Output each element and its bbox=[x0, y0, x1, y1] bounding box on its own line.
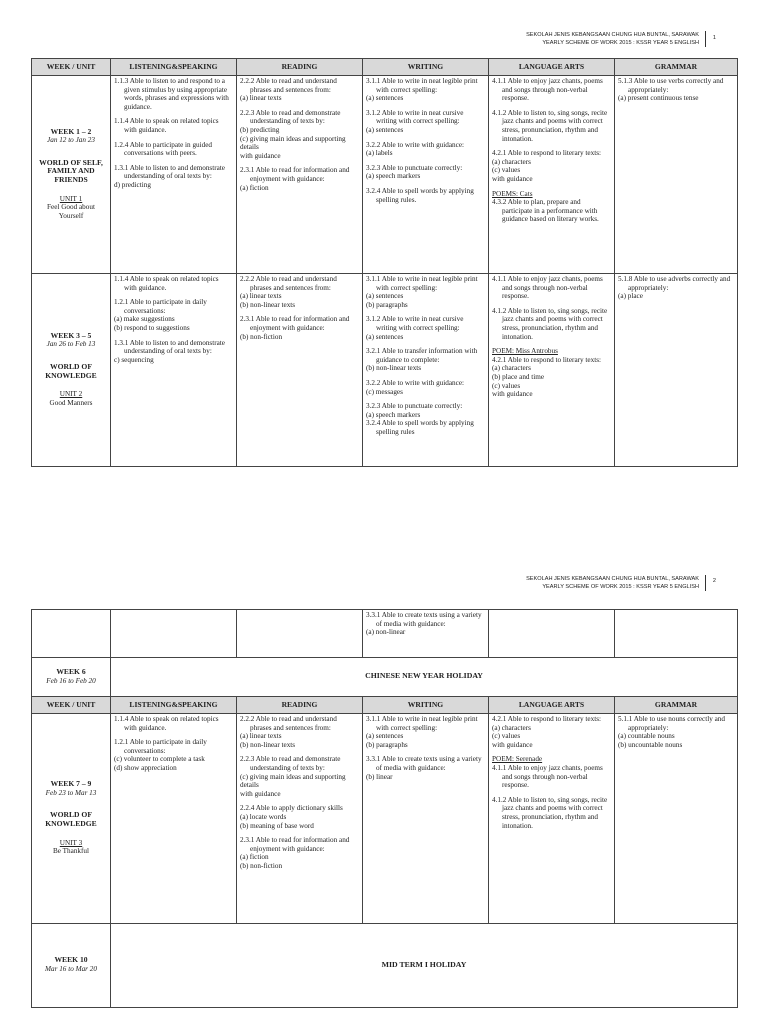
writing-cell bbox=[363, 714, 489, 924]
scheme-table-2 bbox=[31, 609, 738, 1008]
cell-line: (a) place bbox=[618, 292, 643, 301]
cell-line: 3.2.2 Able to write with guidance: bbox=[366, 140, 465, 149]
week-label: WEEK 6 bbox=[56, 666, 86, 676]
cell-line: 2.2.2 Able to read and understand phrases and sentences from: bbox=[240, 715, 337, 732]
cell-line: 3.1.2 Able to write in neat cursive writing with correct spelling: bbox=[366, 315, 464, 332]
cell-line: (c) messages bbox=[366, 387, 403, 396]
cell-line: (b) non-linear texts bbox=[240, 300, 296, 309]
cell-line: 3.3.1 Able to create texts using a variety of media with guidance: bbox=[366, 611, 482, 628]
cell-line: POEM: Miss Antrobus bbox=[492, 347, 558, 356]
cell-line: 2.2.3 Able to read and demonstrate understanding of texts by: bbox=[240, 108, 341, 126]
col-language-arts: LANGUAGE ARTS bbox=[489, 697, 615, 714]
cell-line: 4.2.1 Able to respond to literary texts: bbox=[492, 149, 601, 158]
table-row bbox=[32, 610, 738, 658]
cell-line: 4.2.1 Able to respond to literary texts: bbox=[492, 715, 601, 723]
cell-line: (a) linear texts bbox=[240, 292, 282, 301]
holiday-row bbox=[32, 658, 738, 697]
cell-line: 1.1.4 Able to speak on related topics with guidance. bbox=[114, 275, 219, 292]
week-label: WEEK 3 – 5 bbox=[50, 330, 92, 340]
cell-line: 3.1.1 Able to write in neat legible print with correct spelling: bbox=[366, 715, 478, 732]
cell-line: (a) fiction bbox=[240, 183, 269, 192]
week-label: WEEK 1 – 2 bbox=[50, 126, 92, 136]
cell-line: (a) non-linear bbox=[366, 628, 406, 637]
cell-line: 4.1.1 Able to enjoy jazz chants, poems and songs through non-verbal response. bbox=[492, 763, 603, 790]
language-arts-cell bbox=[489, 714, 615, 924]
cell-line: (a) characters bbox=[492, 157, 531, 166]
cell-line: 2.2.4 Able to apply dictionary skills bbox=[240, 804, 343, 813]
cell-line: (b) paragraphs bbox=[366, 300, 408, 309]
col-grammar: GRAMMAR bbox=[615, 59, 738, 76]
cell-line: 2.2.3 Able to read and demonstrate understanding of texts by: bbox=[240, 755, 341, 772]
holiday-row bbox=[32, 924, 738, 1008]
cell-line: (a) speech markers bbox=[366, 172, 421, 181]
week-dates: Jan 26 to Feb 13 bbox=[46, 340, 96, 349]
cell-line: 2.2.2 Able to read and understand phrases and sentences from: bbox=[240, 275, 337, 292]
cell-line: 3.2.4 Able to spell words by applying spelling rules bbox=[366, 419, 474, 436]
cell-line: (c) giving main ideas and supporting details bbox=[240, 772, 346, 790]
week-label: WEEK 10 bbox=[54, 955, 88, 965]
theme-label: WORLD OF KNOWLEDGE bbox=[45, 810, 97, 828]
school-name: SEKOLAH JENIS KEBANGSAAN CHUNG HUA BUNTAL, SARAWAK bbox=[526, 576, 699, 582]
page-number: 1 bbox=[712, 35, 716, 41]
cell-line: (a) present continuous tense bbox=[618, 94, 699, 103]
week-cell bbox=[32, 714, 111, 924]
cell-line: (c) values bbox=[492, 381, 521, 390]
cell-line: (b) place and time bbox=[492, 372, 545, 381]
col-reading: READING bbox=[237, 697, 363, 714]
cell-line: 4.1.1 Able to enjoy jazz chants, poems and songs through non-verbal response. bbox=[492, 275, 603, 301]
language-arts-cell bbox=[489, 610, 615, 658]
unit-label: UNIT 1 bbox=[59, 194, 83, 203]
unit-label: UNIT 3 bbox=[59, 838, 83, 847]
cell-line: 2.3.1 Able to read for information and enjoyment with guidance: bbox=[240, 315, 350, 332]
cell-line: POEM: Serenade bbox=[492, 755, 543, 764]
cell-line: (a) sentences bbox=[366, 94, 404, 103]
cell-line: c) sequencing bbox=[114, 355, 154, 364]
week-dates: Mar 16 to Mar 20 bbox=[45, 965, 97, 973]
cell-line: 3.2.1 Able to transfer information with guidance to complete: bbox=[366, 347, 478, 364]
reading-cell bbox=[237, 610, 363, 658]
grammar-cell bbox=[615, 610, 738, 658]
cell-line: (b) predicting bbox=[240, 125, 280, 134]
cell-line: 3.2.4 Able to spell words by applying spelling rules. bbox=[366, 186, 474, 204]
cell-line: 4.1.2 Able to listen to, sing songs, recite jazz chants and poems with correct stress, pronunciation, rhythm and intonation. bbox=[492, 306, 608, 341]
week-cell bbox=[32, 924, 111, 1008]
cell-line: 1.3.1 Able to listen to and demonstrate understanding of oral texts by: bbox=[114, 338, 225, 356]
col-writing: WRITING bbox=[363, 59, 489, 76]
cell-line: 1.1.4 Able to speak on related topics with guidance. bbox=[114, 117, 219, 134]
cell-line: (b) respond to suggestions bbox=[114, 323, 190, 332]
cell-line: 3.2.2 Able to write with guidance: bbox=[366, 378, 465, 387]
week-dates: Feb 16 to Feb 20 bbox=[46, 676, 96, 685]
week-cell bbox=[32, 658, 111, 697]
cell-line: 2.3.1 Able to read for information and enjoyment with guidance: bbox=[240, 166, 350, 183]
col-listening-speaking: LISTENING&SPEAKING bbox=[111, 59, 237, 76]
cell-line: 1.2.4 Able to participate in guided conversations with peers. bbox=[114, 140, 213, 158]
col-reading: READING bbox=[237, 59, 363, 76]
cell-line: 4.3.2 Able to plan, prepare and participate in a performance with guidance based on literary works. bbox=[492, 198, 599, 224]
col-language-arts: LANGUAGE ARTS bbox=[489, 59, 615, 76]
cell-line: 1.1.4 Able to speak on related topics with guidance. bbox=[114, 715, 219, 732]
cell-line: (c) giving main ideas and supporting details bbox=[240, 134, 346, 152]
holiday-label: MID TERM I HOLIDAY bbox=[111, 924, 738, 1008]
cell-line: 3.1.2 Able to write in neat cursive writing with correct spelling: bbox=[366, 108, 464, 126]
cell-line: POEMS: Cats bbox=[492, 189, 533, 198]
week-dates: Jan 12 to Jan 23 bbox=[47, 136, 95, 145]
cell-line: (a) countable nouns bbox=[618, 732, 675, 741]
col-grammar: GRAMMAR bbox=[615, 697, 738, 714]
cell-line: 3.2.3 Able to punctuate correctly: bbox=[366, 402, 463, 411]
header-row bbox=[32, 697, 738, 714]
reading-cell bbox=[237, 714, 363, 924]
holiday-label: CHINESE NEW YEAR HOLIDAY bbox=[111, 658, 738, 697]
listening-speaking-cell bbox=[111, 610, 237, 658]
cell-line: with guidance bbox=[492, 740, 533, 749]
cell-line: 3.3.1 Able to create texts using a variety of media with guidance: bbox=[366, 755, 482, 772]
cell-line: (b) uncountable nouns bbox=[618, 740, 683, 749]
school-name: SEKOLAH JENIS KEBANGSAAN CHUNG HUA BUNTAL, SARAWAK bbox=[526, 32, 699, 38]
cell-line: 1.2.1 Able to participate in daily conversations: bbox=[114, 298, 207, 315]
cell-line: (b) non-fiction bbox=[240, 332, 283, 341]
cell-line: 1.1.3 Able to listen to and respond to a given stimulus by using appropriate words, phrases and expressions with guidance. bbox=[114, 77, 229, 111]
cell-line: 5.1.3 Able to use verbs correctly and appropriately: bbox=[618, 77, 724, 94]
unit-title: Be Thankful bbox=[53, 847, 89, 856]
cell-line: d) predicting bbox=[114, 180, 151, 189]
cell-line: 5.1.1 Able to use nouns correctly and appropriately: bbox=[618, 715, 725, 732]
cell-line: with guidance bbox=[492, 174, 533, 183]
listening-speaking-cell bbox=[111, 714, 237, 924]
cell-line: 4.1.1 Able to enjoy jazz chants, poems and songs through non-verbal response. bbox=[492, 77, 603, 103]
cell-line: 4.1.2 Able to listen to, sing songs, recite jazz chants and poems with correct stress, pronunciation, rhythm and intonation. bbox=[492, 108, 608, 143]
unit-label: UNIT 2 bbox=[59, 390, 83, 399]
col-week-unit: WEEK / UNIT bbox=[32, 59, 111, 76]
cell-line: 5.1.8 Able to use adverbs correctly and appropriately: bbox=[618, 275, 731, 292]
cell-line: (c) volunteer to complete a task bbox=[114, 755, 205, 764]
cell-line: 3.1.1 Able to write in neat legible print with correct spelling: bbox=[366, 275, 478, 292]
col-week-unit: WEEK / UNIT bbox=[32, 697, 111, 714]
cell-line: (a) characters bbox=[492, 723, 531, 732]
cell-line: (a) sentences bbox=[366, 125, 404, 134]
col-writing: WRITING bbox=[363, 697, 489, 714]
cell-line: (a) sentences bbox=[366, 732, 404, 741]
cell-line: 2.2.2 Able to read and understand phrases and sentences from: bbox=[240, 77, 337, 94]
unit-title: Good Manners bbox=[49, 398, 93, 407]
cell-line: (a) locate words bbox=[240, 812, 287, 821]
cell-line: 4.1.2 Able to listen to, sing songs, recite jazz chants and poems with correct stress, pronunciation, rhythm and intonation. bbox=[492, 795, 608, 830]
cell-line: (a) make suggestions bbox=[114, 315, 175, 324]
col-listening-speaking: LISTENING&SPEAKING bbox=[111, 697, 237, 714]
cell-line: with guidance bbox=[492, 390, 533, 399]
cell-line: (a) speech markers bbox=[366, 410, 421, 419]
cell-line: (b) meaning of base word bbox=[240, 821, 314, 830]
cell-line: (a) labels bbox=[366, 149, 393, 158]
cell-line: (a) linear texts bbox=[240, 94, 282, 103]
cell-line: (a) sentences bbox=[366, 332, 404, 341]
cell-line: 1.3.1 Able to listen to and demonstrate understanding of oral texts by: bbox=[114, 163, 225, 181]
cell-line: (b) linear bbox=[366, 772, 393, 781]
grammar-cell bbox=[615, 714, 738, 924]
theme-label: WORLD OF SELF, FAMILY AND FRIENDS bbox=[39, 157, 103, 184]
scheme-title: YEARLY SCHEME OF WORK 2015 : KSSR YEAR 5 ENGLISH bbox=[542, 584, 699, 590]
cell-line: (a) characters bbox=[492, 364, 531, 373]
unit-title: Feel Good about Yourself bbox=[47, 203, 95, 220]
cell-line: with guidance bbox=[240, 789, 281, 798]
cell-line: 3.1.1 Able to write in neat legible print with correct spelling: bbox=[366, 77, 478, 94]
cell-line: (c) values bbox=[492, 166, 521, 175]
theme-label: WORLD OF KNOWLEDGE bbox=[45, 361, 97, 380]
cell-line: (a) linear texts bbox=[240, 732, 282, 741]
cell-line: (d) show appreciation bbox=[114, 763, 177, 772]
cell-line: (b) paragraphs bbox=[366, 740, 408, 749]
writing-cell bbox=[363, 610, 489, 658]
cell-line: (a) sentences bbox=[366, 292, 404, 301]
table-row bbox=[32, 714, 738, 924]
cell-line: (b) non-linear texts bbox=[240, 740, 296, 749]
week-label: WEEK 7 – 9 bbox=[50, 779, 92, 789]
week-dates: Feb 23 to Mar 13 bbox=[45, 788, 97, 797]
cell-line: (a) fiction bbox=[240, 853, 269, 862]
week-cell bbox=[32, 610, 111, 658]
cell-line: (b) non-linear texts bbox=[366, 364, 422, 373]
scheme-title: YEARLY SCHEME OF WORK 2015 : KSSR YEAR 5 ENGLISH bbox=[542, 40, 699, 46]
page-number: 2 bbox=[712, 578, 716, 584]
cell-line: 3.2.3 Able to punctuate correctly: bbox=[366, 163, 463, 172]
cell-line: with guidance bbox=[240, 151, 281, 160]
cell-line: (b) non-fiction bbox=[240, 861, 283, 870]
cell-line: 1.2.1 Able to participate in daily conversations: bbox=[114, 738, 207, 755]
cell-line: (c) values bbox=[492, 732, 521, 741]
page-header bbox=[526, 575, 706, 591]
cell-line: 2.3.1 Able to read for information and enjoyment with guidance: bbox=[240, 836, 350, 853]
cell-line: 4.2.1 Able to respond to literary texts: bbox=[492, 355, 601, 364]
